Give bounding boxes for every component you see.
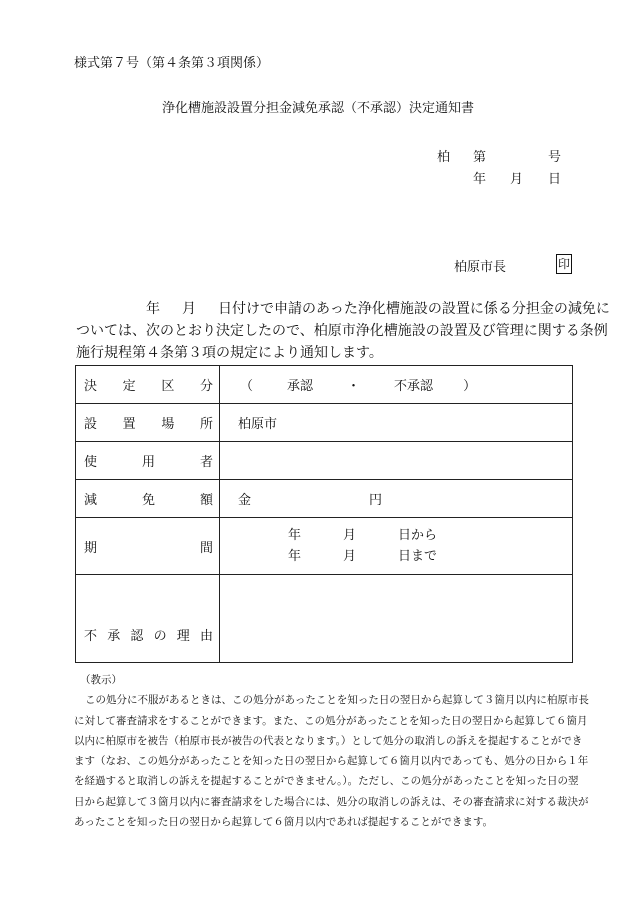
period-end-suffix: 日まで (398, 549, 438, 564)
label-char: 置 (122, 417, 136, 432)
doc-number-go: 号 (548, 150, 562, 165)
period-value[interactable] (220, 518, 573, 575)
form-number: 様式第７号（第４条第３項関係） (74, 56, 270, 71)
period-start-month: 月 (343, 528, 357, 543)
intro-line-1 (76, 298, 610, 320)
period-start-year: 年 (288, 528, 302, 543)
period-end-month: 月 (343, 549, 357, 564)
label-char: 減 (84, 493, 98, 508)
notes-line-6: 日から起算して３箇月以内に審査請求をした場合には、処分の取消しの訴えは、その審査請求に対する裁決が (74, 795, 589, 808)
label-char: 決 (84, 379, 98, 394)
label-char: 分 (199, 379, 213, 394)
notes-heading: （教示） (80, 674, 122, 686)
notes-line-3: 以内に柏原市を被告（柏原市長が被告の代表となります。）として処分の取消しの訴えを提起することができ (74, 734, 583, 747)
intro-line-3: 施行規程第４条第３項の規定により通知します。 (76, 345, 383, 361)
label-char: 区 (161, 379, 175, 394)
intro-line-1-rest: 日付けで申請のあった浄化槽施設の設置に係る分担金の減免に (218, 301, 610, 317)
label-char: 者 (199, 455, 213, 470)
label-char: 定 (122, 379, 136, 394)
label-char: 理 (176, 629, 190, 644)
intro-year: 年 (146, 301, 160, 317)
amount-label-text (84, 489, 213, 508)
label-char: の (153, 629, 167, 644)
label-char: 場 (161, 417, 175, 432)
row-user (76, 442, 573, 480)
intro-line-2: ついては、次のとおり決定したので、柏原市浄化槽施設の設置及び管理に関する条例 (76, 323, 608, 339)
label-char: 額 (199, 493, 213, 508)
decision-value (220, 366, 573, 404)
period-start-suffix: 日から (398, 528, 438, 543)
row-period (76, 518, 573, 575)
row-decision (76, 366, 573, 404)
label-char: 不 (84, 629, 98, 644)
decision-close-paren: ） (463, 379, 477, 394)
notes-line-4: ます（なお、この処分があったことを知った日の翌日から起算して６箇月以内であっても、処分の日から１年 (74, 755, 589, 768)
period-start (288, 525, 572, 546)
issuer-name: 柏原市長 (454, 260, 507, 275)
notes-section (74, 670, 589, 832)
amount-unit: 円 (369, 493, 383, 508)
intro-text (76, 298, 610, 364)
doc-number-dai: 第 (473, 150, 487, 165)
date-month: 月 (510, 172, 524, 187)
intro-month: 月 (182, 301, 196, 317)
reason-label (76, 575, 220, 663)
decision-reject[interactable]: 不承認 (394, 379, 434, 394)
period-end (288, 546, 572, 567)
reason-value[interactable] (220, 575, 573, 663)
reason-label-text (84, 625, 213, 644)
label-char: 期 (84, 540, 98, 556)
row-location (76, 404, 573, 442)
decision-open-paren: （ (240, 379, 254, 394)
amount-prefix: 金 (238, 493, 252, 508)
decision-approve[interactable]: 承認 (287, 379, 314, 394)
period-label-text (84, 537, 213, 556)
decision-separator: ・ (347, 379, 361, 394)
notes-line-2: に対して審査請求をすることができます。また、この処分があったことを知った日の翌日から起算して６箇月 (74, 714, 588, 727)
label-char: 認 (130, 629, 144, 644)
row-reason (76, 575, 573, 663)
user-label-text (84, 451, 213, 470)
label-char: 設 (84, 417, 98, 432)
label-char: 承 (107, 629, 121, 644)
user-label (76, 442, 220, 480)
label-char: 用 (141, 455, 155, 470)
decision-label (76, 366, 220, 404)
row-amount (76, 480, 573, 518)
label-char: 由 (199, 629, 213, 644)
doc-number-prefix: 柏 (437, 150, 451, 165)
amount-label (76, 480, 220, 518)
location-label-text (84, 413, 213, 432)
label-char: 使 (84, 455, 98, 470)
date-year: 年 (473, 172, 487, 187)
period-end-year: 年 (288, 549, 302, 564)
info-table (75, 365, 573, 663)
notes-line-1: この処分に不服があるときは、この処分があったことを知った日の翌日から起算して３箇月以内に柏原市長 (85, 694, 589, 707)
location-label (76, 404, 220, 442)
label-char: 間 (199, 540, 213, 556)
notes-line-7: あったことを知った日の翌日から起算して６箇月以内であれば提起することができます。 (74, 816, 494, 829)
seal-mark: 印 (556, 254, 572, 274)
decision-label-text (84, 375, 213, 394)
document-title: 浄化槽施設設置分担金減免承認（不承認）決定通知書 (162, 101, 475, 116)
label-char: 免 (141, 493, 155, 508)
user-value[interactable] (220, 442, 573, 480)
label-char: 所 (199, 417, 213, 432)
notes-line-5: を経過すると取消しの訴えを提起することができません。）。ただし、この処分があったことを知った日の翌 (74, 775, 579, 788)
amount-value[interactable] (220, 480, 573, 518)
period-label (76, 518, 220, 575)
location-value[interactable]: 柏原市 (220, 404, 573, 442)
date-day: 日 (548, 172, 562, 187)
